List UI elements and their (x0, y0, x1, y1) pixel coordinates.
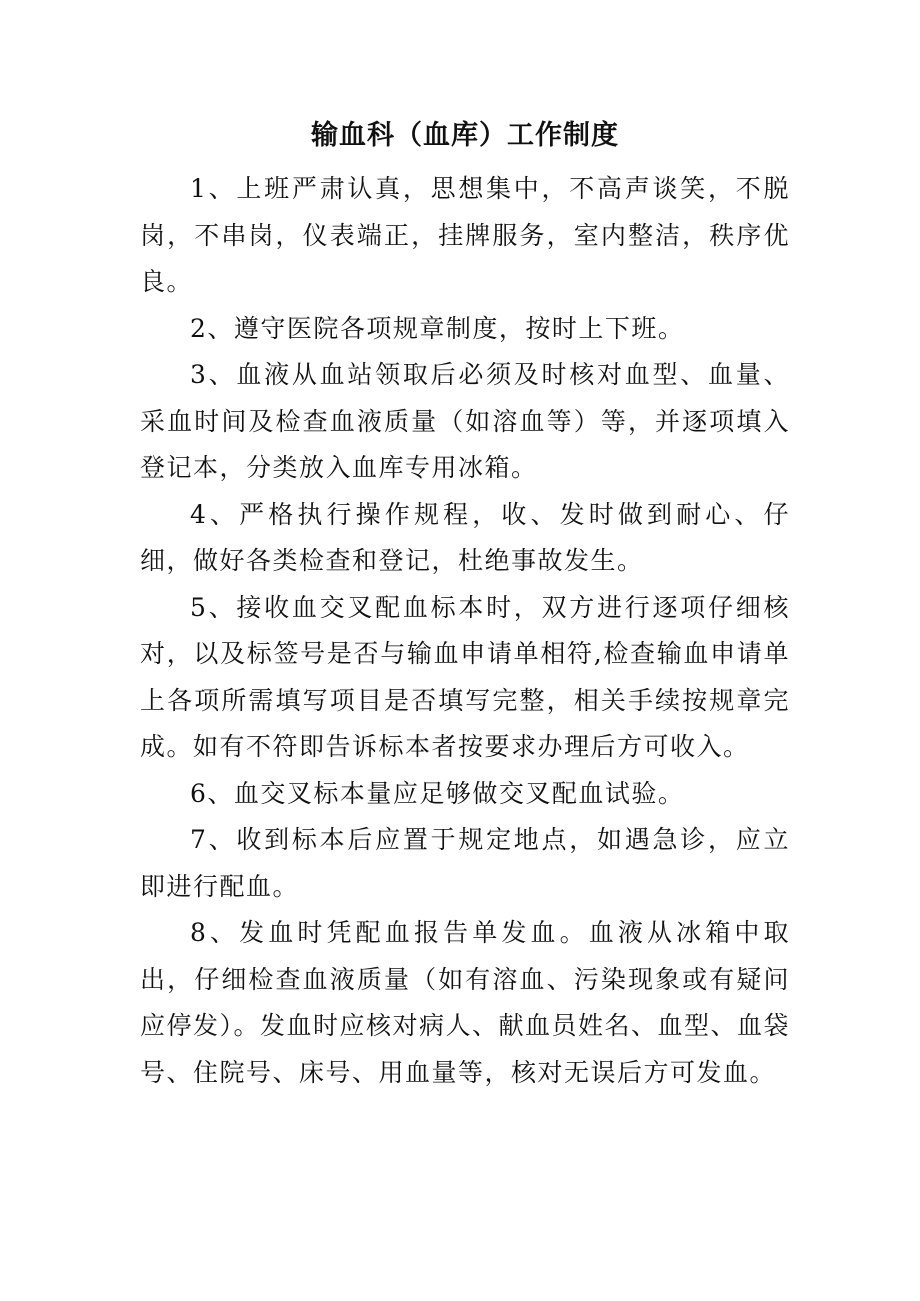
rule-paragraph-8: 8、发血时凭配血报告单发血。血液从冰箱中取出，仔细检查血液质量（如有溶血、污染现象或有疑问应停发）。发血时应核对病人、献血员姓名、血型、血袋号、住院号、床号、用血量等，核对无误后方可发血。 (140, 918, 791, 1087)
rule-paragraph-6: 6、血交叉标本量应足够做交叉配血试验。 (190, 778, 685, 808)
document-body (140, 116, 790, 1096)
rule-paragraph-5: 5、接收血交叉配血标本时，双方进行逐项仔细核对，以及标签号是否与输血申请单相符,检查输血申请单上各项所需填写项目是否填写完整，相关手续按规章完成。如有不符即告诉标本者按要求办理后方可收入。 (140, 592, 790, 761)
rule-paragraph-2: 2、遵守医院各项规章制度，按时上下班。 (190, 313, 685, 343)
rule-paragraph-3: 3、血液从血站领取后必须及时核对血型、血量、采血时间及检查血液质量（如溶血等）等，并逐项填入登记本，分类放入血库专用冰箱。 (140, 360, 790, 482)
rule-paragraph-4: 4、严格执行操作规程，收、发时做到耐心、仔细，做好各类检查和登记，杜绝事故发生。 (140, 499, 790, 575)
rule-paragraph-1: 1、上班严肃认真，思想集中，不高声谈笑，不脱岗，不串岗，仪表端正，挂牌服务，室内整洁，秩序优良。 (140, 174, 790, 296)
rule-paragraph-7: 7、收到标本后应置于规定地点，如遇急诊，应立即进行配血。 (140, 825, 790, 901)
document-title: 输血科（血库）工作制度 (311, 120, 619, 151)
